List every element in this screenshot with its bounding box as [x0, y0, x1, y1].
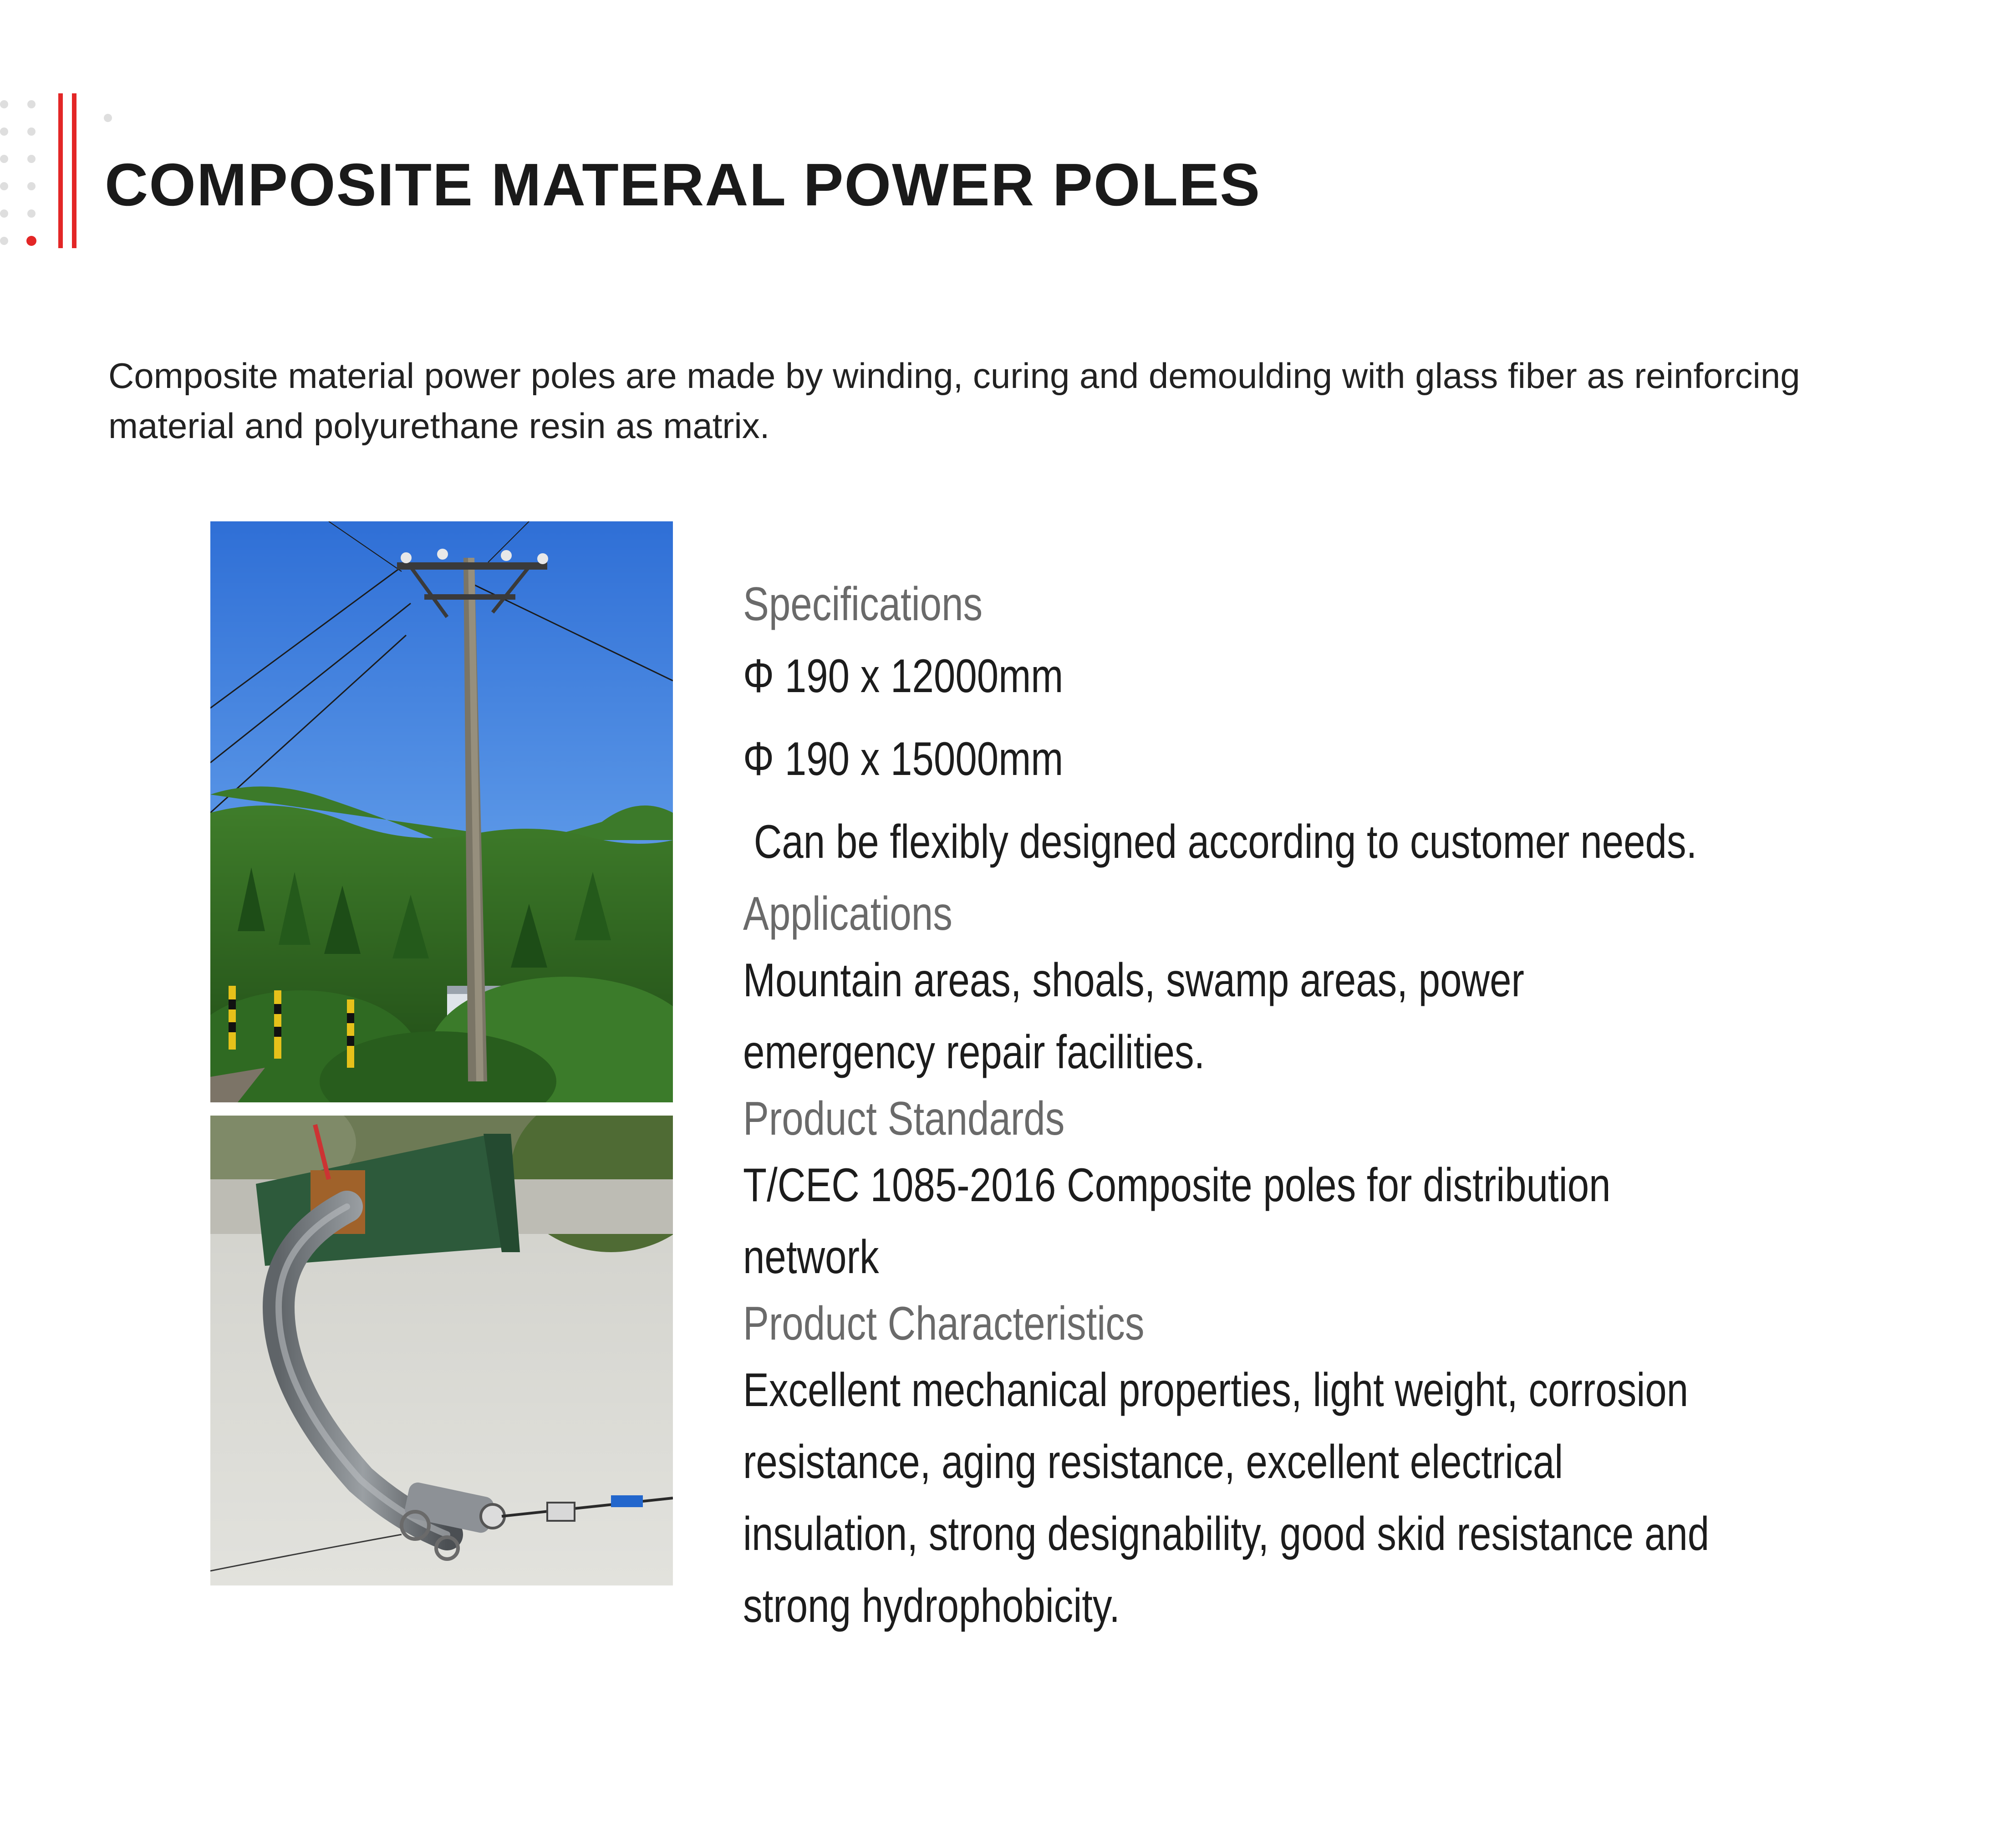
deco-dot	[27, 127, 36, 136]
deco-dot	[104, 114, 112, 122]
specifications-heading: Specifications	[743, 578, 983, 631]
applications-text: Mountain areas, shoals, swamp areas, power emergency repair facilities.	[743, 954, 1524, 1079]
standards-heading: Product Standards	[743, 1092, 1065, 1145]
spec-line: Φ 190 x 15000mm	[743, 733, 1064, 785]
red-accent-bar	[72, 93, 76, 248]
standards-text: T/CEC 1085-2016 Composite poles for distribution network	[743, 1159, 1611, 1284]
deco-dot-red	[26, 236, 36, 246]
deco-dot	[27, 182, 36, 190]
deco-dot	[0, 127, 8, 136]
bending-test-illustration	[210, 1116, 673, 1585]
applications-heading: Applications	[743, 887, 952, 940]
page-title: COMPOSITE MATERAL POWER POLES	[105, 151, 1261, 218]
deco-dot	[0, 155, 8, 163]
spec-line: Can be flexibly designed according to customer needs.	[743, 816, 1697, 868]
specs-panel	[743, 574, 1836, 1642]
power-pole-photo	[210, 521, 673, 1102]
red-accent-bar	[58, 93, 63, 248]
deco-dot	[0, 237, 8, 245]
deco-dot	[27, 155, 36, 163]
deco-dot	[27, 100, 36, 108]
spec-line: Φ 190 x 12000mm	[743, 650, 1064, 703]
characteristics-text: Excellent mechanical properties, light weight, corrosion resistance, aging resistance, excellent electrical insulation, strong designability, good skid resistance and strong hydrophobicity.	[743, 1364, 1710, 1632]
deco-dot	[0, 209, 8, 218]
deco-dot	[0, 182, 8, 190]
characteristics-heading: Product Characteristics	[743, 1297, 1145, 1350]
pole-bending-test-photo	[210, 1116, 673, 1585]
deco-dot	[27, 209, 36, 218]
power-pole-illustration	[210, 521, 673, 1102]
intro-paragraph: Composite material power poles are made by winding, curing and demoulding with glass fiber as reinforcing material and polyurethane resin as matrix.	[108, 356, 1800, 446]
deco-dot	[0, 100, 8, 108]
